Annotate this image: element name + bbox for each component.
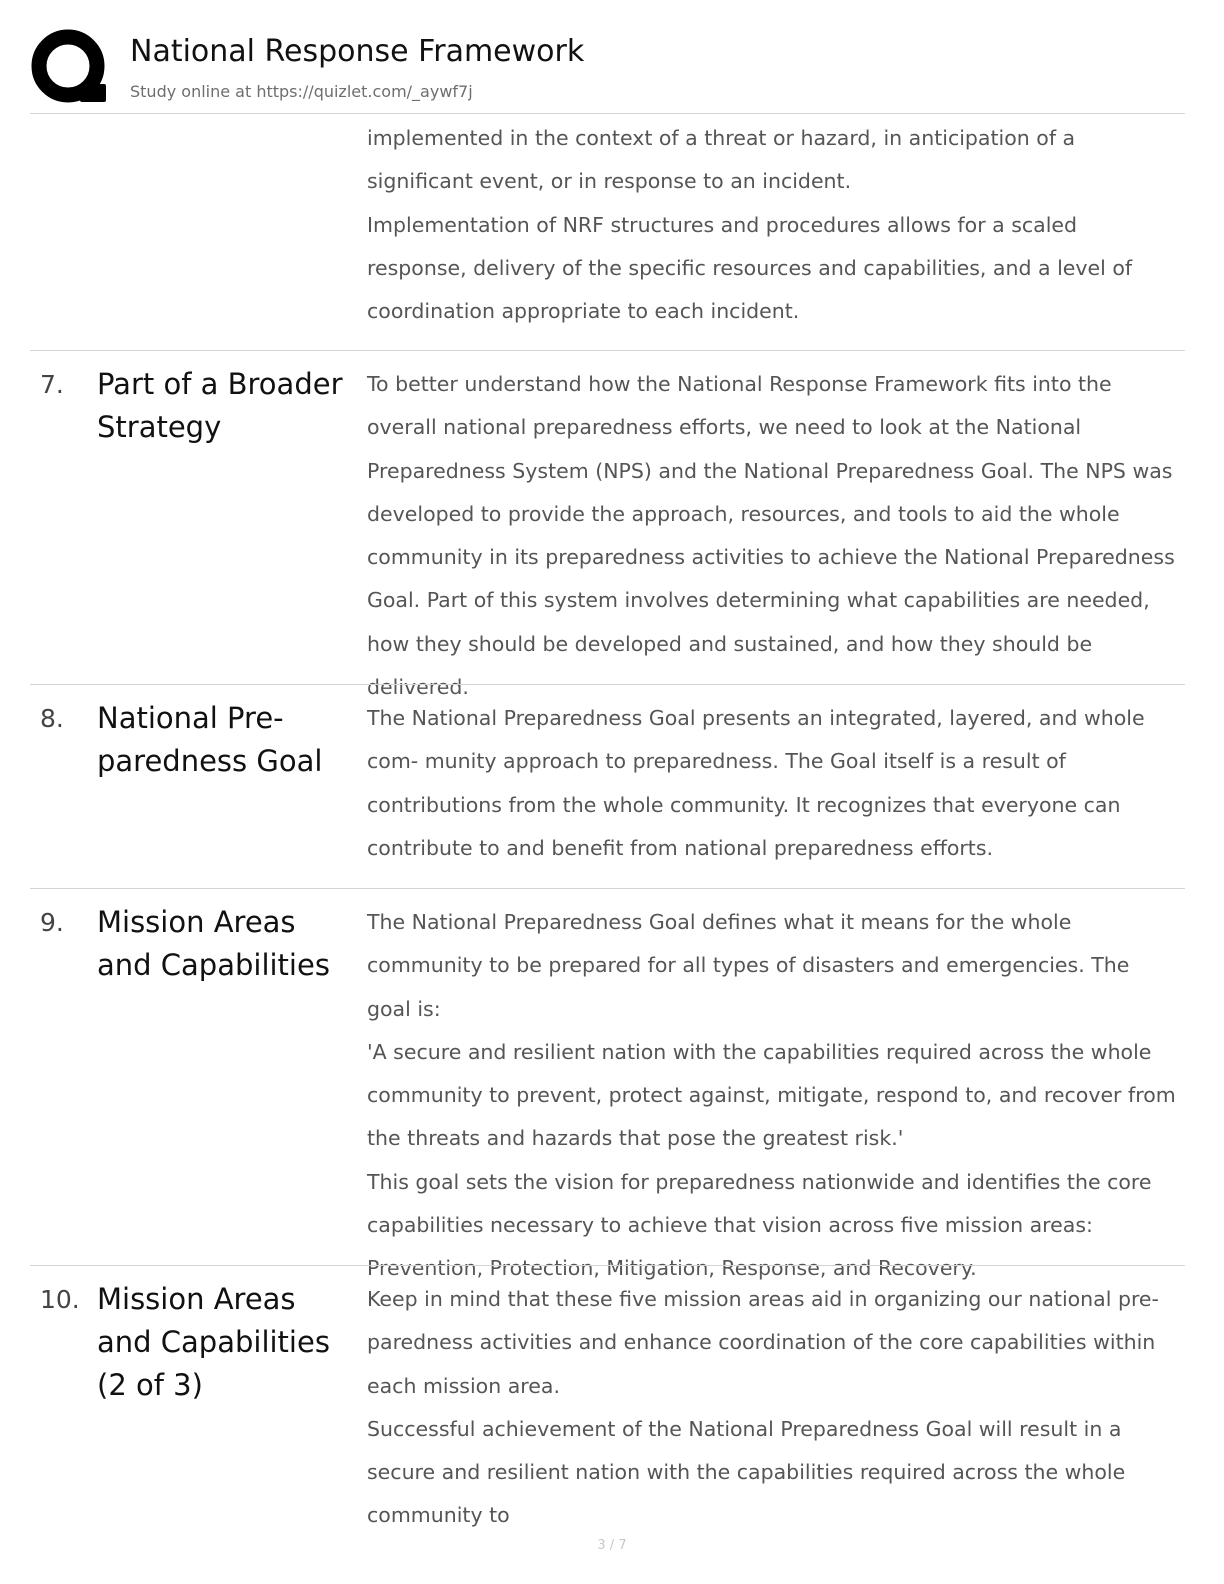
card-number: 8.	[40, 704, 64, 733]
definition	[367, 363, 1177, 709]
definition-paragraph: 'A secure and resilient nation with the capabilities required across the whole community to prevent, protect against, mitigate, respond to, and recover from the threats and hazards that pose the greatest risk.'	[367, 1039, 1176, 1151]
flashcard-row	[30, 1278, 1185, 1528]
card-term: Mission Areas and Capabilities (2 of 3)	[97, 1282, 330, 1402]
row-divider	[30, 888, 1185, 889]
definition-paragraph: The National Preparedness Goal presents an integrated, layered, and whole com- munity approach to preparedness. The Goal itself is a result of contributions from the whole community. It recognizes that everyone can contribute to and benefit from national preparedness efforts.	[367, 706, 1145, 860]
card-term: National Pre- paredness Goal	[97, 701, 323, 778]
definition-paragraph: The National Preparedness Goal defines what it means for the whole community to be prepared for all types of disasters and emergencies. The goal is:	[367, 910, 1130, 1021]
definition	[367, 1278, 1177, 1538]
definition-paragraph: To better understand how the National Response Framework fits into the overall national preparedness efforts, we need to look at the National Preparedness System (NPS) and the National Preparedness Goal. The NPS was developed to provide the approach, resources, and tools to aid the whole community in its preparedness activities to achieve the National Preparedness Goal. Part of this system involves determining what capabilities are needed, how they should be developed and sustained, and how they should be delivered.	[367, 372, 1175, 700]
definition-paragraph: Implementation of NRF structures and procedures allows for a scaled response, delivery of the specific resources and capabilities, and a level of coordination appropriate to each incident.	[367, 212, 1133, 324]
document-header	[30, 28, 1190, 112]
flashcard-row	[30, 697, 1185, 885]
card-term: Part of a Broader Strategy	[97, 367, 343, 444]
card-number: 10.	[40, 1285, 80, 1314]
definition-paragraph: This goal sets the vision for preparedness nationwide and identifies the core capabilities necessary to achieve that vision across five mission areas: Prevention, Protection, Mitigation, Response, and Recovery.	[367, 1169, 1152, 1281]
definition-paragraph: Successful achievement of the National Preparedness Goal will result in a secure and resilient nation with the capabilities required across the whole community to	[367, 1416, 1126, 1528]
card-number: 7.	[40, 370, 64, 399]
quizlet-logo-icon	[30, 28, 110, 108]
definition	[367, 697, 1177, 870]
row-divider	[30, 350, 1185, 351]
definition-paragraph: Keep in mind that these five mission areas aid in organizing our national pre- paredness activities and enhance coordination of the core capabilities within each mission area.	[367, 1287, 1159, 1398]
row-divider	[30, 684, 1185, 685]
document-title: National Response Framework	[130, 34, 585, 69]
card-number: 9.	[40, 908, 64, 937]
header-divider	[30, 113, 1185, 114]
flashcard-continuation	[30, 117, 1185, 347]
definition	[367, 901, 1177, 1291]
definition-paragraph: implemented in the context of a threat or hazard, in anticipation of a significant event, or in response to an incident.	[367, 126, 1076, 194]
card-term: Mission Areas and Capabilities	[97, 905, 330, 982]
page-number: 3 / 7	[597, 1538, 627, 1553]
study-online-link[interactable]: Study online at https://quizlet.com/_aywf7j	[130, 82, 473, 101]
definition	[367, 117, 1177, 333]
flashcard-row	[30, 901, 1185, 1281]
flashcard-row	[30, 363, 1185, 700]
row-divider	[30, 1265, 1185, 1266]
